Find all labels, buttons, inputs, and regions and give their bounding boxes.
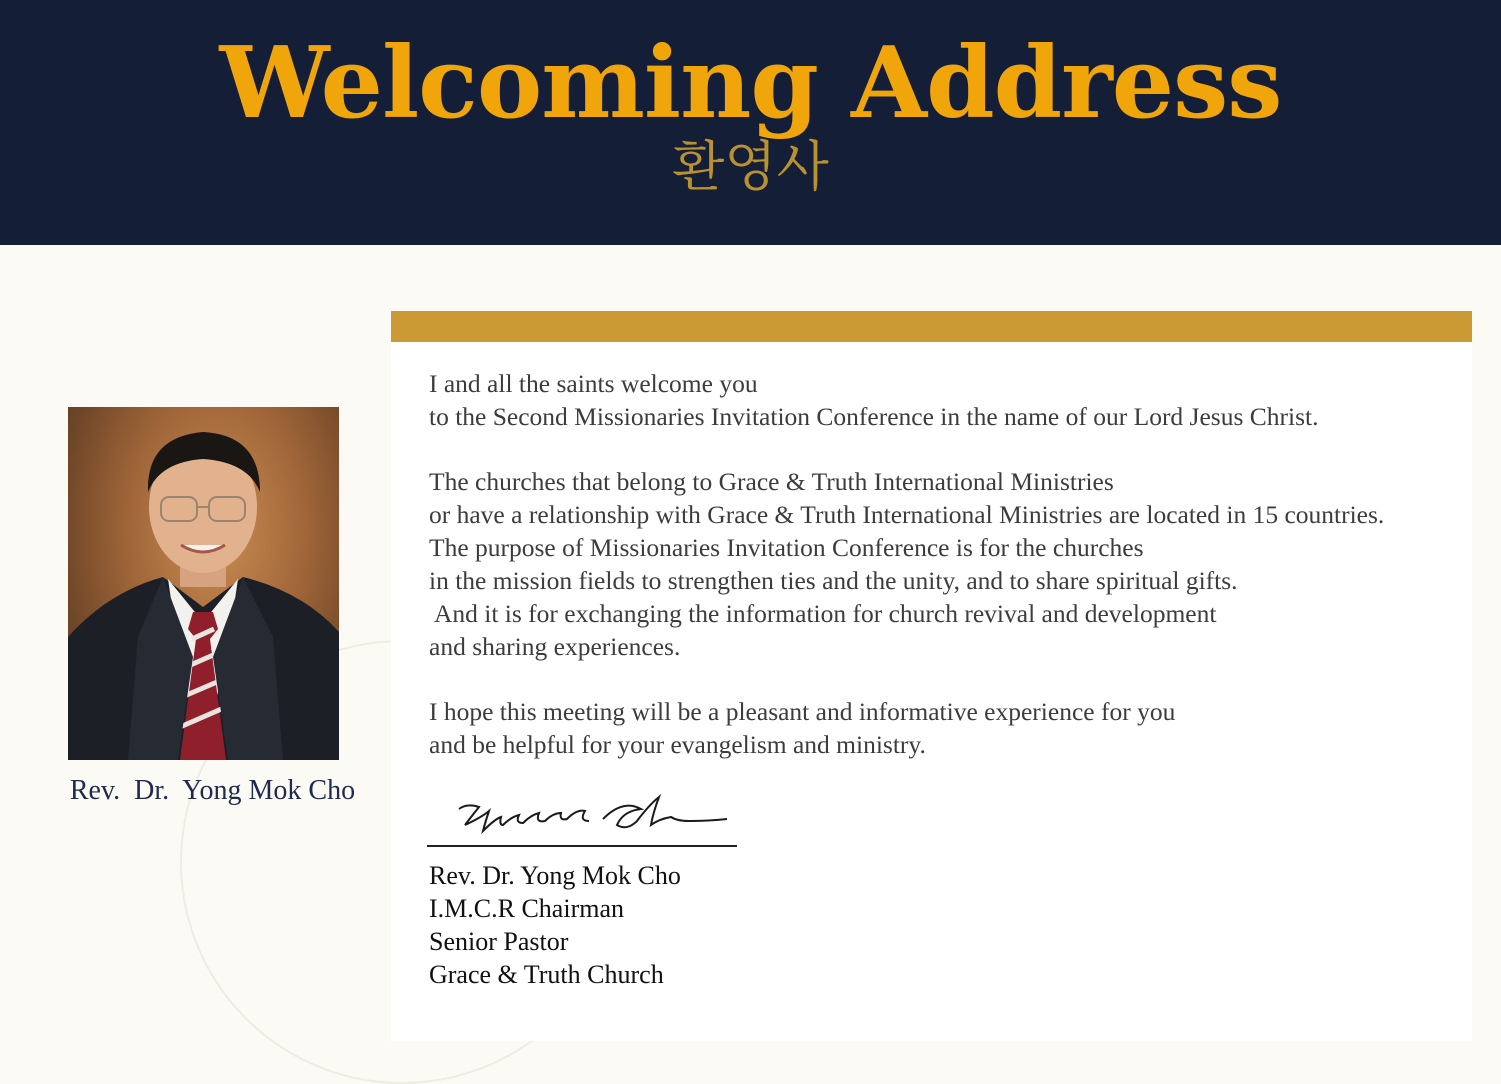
letter-line: to the Second Missionaries Invitation Conference in the name of our Lord Jesus Christ. xyxy=(429,402,1319,431)
header-banner xyxy=(0,0,1501,245)
signer-church: Grace & Truth Church xyxy=(429,960,664,989)
page-title: Welcoming Address xyxy=(219,26,1282,141)
letter-line: The purpose of Missionaries Invitation Conference is for the churches xyxy=(429,533,1144,562)
letter-line: I hope this meeting will be a pleasant and informative experience for you xyxy=(429,697,1176,726)
letter-paragraph-2 xyxy=(429,465,1469,663)
letter-line: The churches that belong to Grace & Truth International Ministries xyxy=(429,467,1114,496)
letter-panel xyxy=(391,311,1472,1041)
letter-line: and sharing experiences. xyxy=(429,632,681,661)
accent-bar xyxy=(391,311,1472,342)
letter-body xyxy=(429,367,1469,793)
handwritten-signature xyxy=(427,791,747,851)
signer-block xyxy=(429,859,681,991)
signer-role: Senior Pastor xyxy=(429,927,569,956)
letter-paragraph-3 xyxy=(429,695,1469,761)
portrait-illustration xyxy=(68,407,339,760)
page-subtitle-korean: 환영사 xyxy=(672,135,829,198)
letter-line: I and all the saints welcome you xyxy=(429,369,758,398)
signer-title: I.M.C.R Chairman xyxy=(429,894,624,923)
letter-line: in the mission fields to strengthen ties and the unity, and to share spiritual gifts. xyxy=(429,566,1238,595)
signer-name: Rev. Dr. Yong Mok Cho xyxy=(429,861,681,890)
letter-line: and be helpful for your evangelism and ministry. xyxy=(429,730,926,759)
signature-line xyxy=(427,845,737,847)
letter-paragraph-1 xyxy=(429,367,1469,433)
photo-caption: Rev. Dr. Yong Mok Cho xyxy=(69,775,356,806)
portrait-photo xyxy=(68,407,339,760)
signature xyxy=(427,791,747,851)
letter-line: or have a relationship with Grace & Truth International Ministries are located in 15 countries. xyxy=(429,500,1385,529)
letter-line: And it is for exchanging the information for church revival and development xyxy=(429,599,1217,628)
